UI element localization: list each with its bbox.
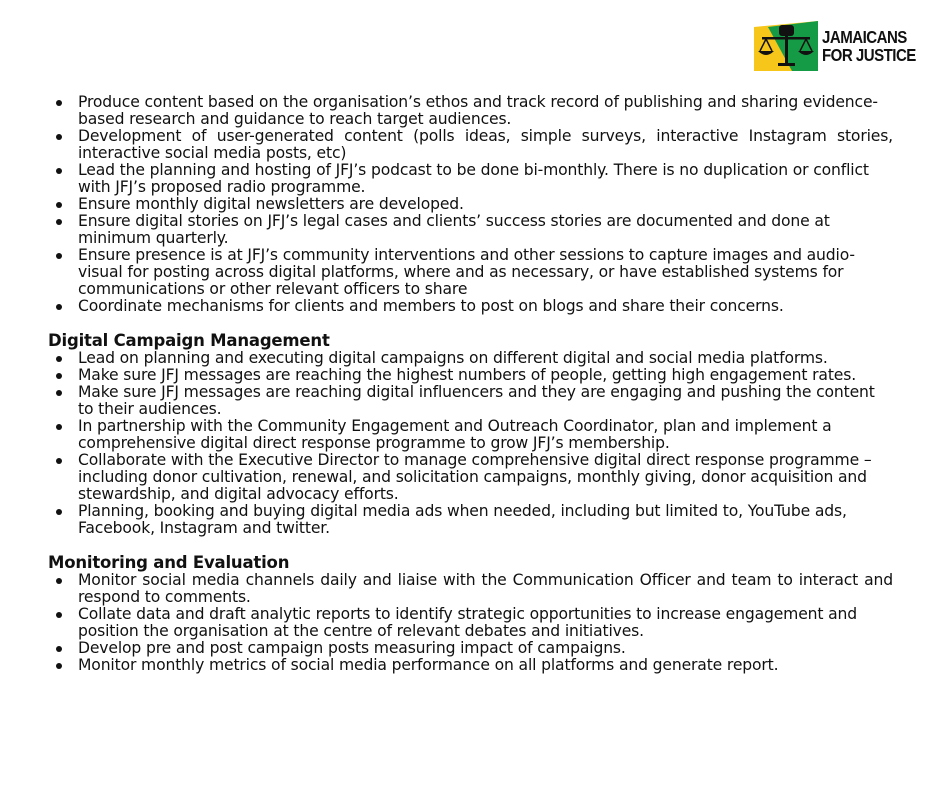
list-item: Ensure presence is at JFJ’s community interventions and other sessions to capture images and audio-visual for posting across digital platforms, where and as necessary, or have established systems for communications or other relevant officers to share [78, 247, 893, 298]
responsibilities-list [48, 94, 893, 315]
list-item: Make sure JFJ messages are reaching digital influencers and they are engaging and pushing the content to their audiences. [78, 384, 893, 418]
list-item: Ensure monthly digital newsletters are developed. [78, 196, 893, 213]
list-item: Lead the planning and hosting of JFJ’s podcast to be done bi-monthly. There is no duplication or conflict with JFJ’s proposed radio programme. [78, 162, 893, 196]
list-item: Develop pre and post campaign posts measuring impact of campaigns. [78, 640, 893, 657]
list-item: Development of user-generated content (polls ideas, simple surveys, interactive Instagram stories, interactive social media posts, etc) [78, 127, 893, 162]
list-item: Produce content based on the organisation’s ethos and track record of publishing and sharing evidence-based research and guidance to reach target audiences. [78, 94, 893, 128]
list-item: Planning, booking and buying digital media ads when needed, including but limited to, YouTube ads, Facebook, Instagram and twitter. [78, 503, 893, 537]
list-item: In partnership with the Community Engagement and Outreach Coordinator, plan and implement a comprehensive digital direct response programme to grow JFJ’s membership. [78, 418, 893, 452]
list-item: Make sure JFJ messages are reaching the highest numbers of people, getting high engagement rates. [78, 367, 893, 384]
logo-wordmark [822, 28, 916, 64]
list-item: Lead on planning and executing digital campaigns on different digital and social media platforms. [78, 350, 893, 367]
jfj-logo [754, 20, 916, 72]
list-item: Monitor monthly metrics of social media performance on all platforms and generate report. [78, 657, 893, 674]
list-item: Coordinate mechanisms for clients and members to post on blogs and share their concerns. [78, 298, 893, 315]
section-heading-monitoring: Monitoring and Evaluation [48, 553, 290, 572]
logo-line-2: FOR JUSTICE [822, 45, 916, 65]
scales-fist-icon [754, 21, 818, 71]
logo-line-1: JAMAICANS [822, 27, 907, 47]
campaign-list [48, 350, 893, 537]
document-body [48, 94, 893, 674]
list-item: Collaborate with the Executive Director to manage comprehensive digital direct response programme – including donor cultivation, renewal, and solicitation campaigns, monthly giving, donor acquisition and stewardship, and digital advocacy efforts. [78, 452, 893, 503]
list-item: Ensure digital stories on JFJ’s legal cases and clients’ success stories are documented and done at minimum quarterly. [78, 213, 893, 247]
list-item: Monitor social media channels daily and liaise with the Communication Officer and team to interact and respond to comments. [78, 571, 893, 606]
list-item: Collate data and draft analytic reports to identify strategic opportunities to increase engagement and position the organisation at the centre of relevant debates and initiatives. [78, 606, 893, 640]
monitoring-list [48, 572, 893, 674]
section-heading-campaign: Digital Campaign Management [48, 331, 330, 350]
